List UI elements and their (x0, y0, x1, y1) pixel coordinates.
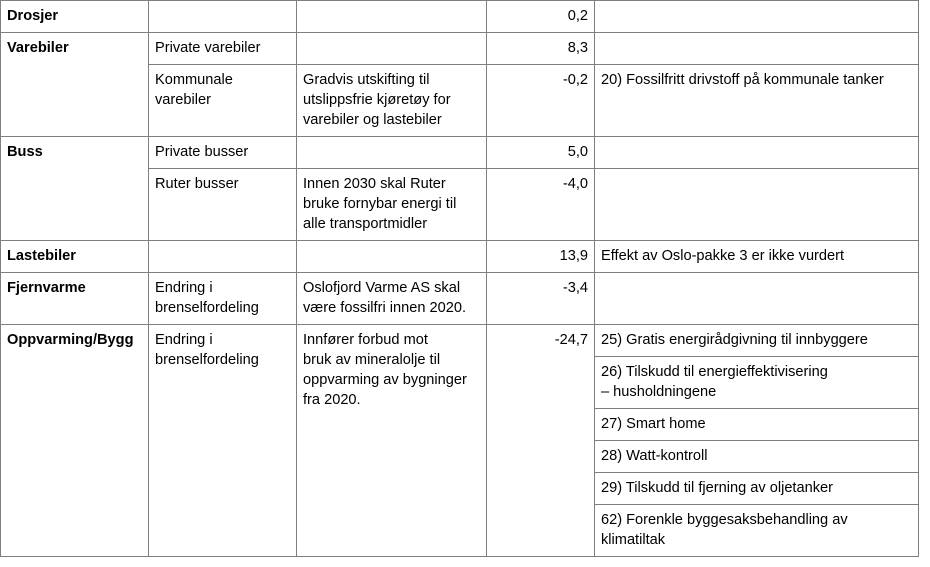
description-cell (297, 1, 487, 33)
description-cell (297, 137, 487, 169)
note-cell (595, 137, 919, 169)
value-cell: 13,9 (487, 241, 595, 273)
note-cell: Effekt av Oslo-pakke 3 er ikke vurdert (595, 241, 919, 273)
table-row (1, 273, 919, 325)
note-cell (595, 169, 919, 241)
table-row (1, 33, 919, 65)
table-row (1, 325, 919, 357)
subcategory-cell: Kommunale varebiler (149, 65, 297, 137)
note-cell: 29) Tilskudd til fjerning av oljetanker (595, 473, 919, 505)
description-cell: Oslofjord Varme AS skal være fossilfri innen 2020. (297, 273, 487, 325)
description-cell: Gradvis utskifting til utslippsfrie kjøretøy for varebiler og lastebiler (297, 65, 487, 137)
value-cell: -4,0 (487, 169, 595, 241)
note-cell (595, 273, 919, 325)
note-cell: 26) Tilskudd til energieffektivisering – husholdningene (595, 357, 919, 409)
subcategory-cell (149, 1, 297, 33)
subcategory-cell: Private varebiler (149, 33, 297, 65)
note-cell: 25) Gratis energirådgivning til innbyggere (595, 325, 919, 357)
subcategory-cell: Endring i brenselfordeling (149, 325, 297, 557)
category-cell: Fjernvarme (1, 273, 149, 325)
value-cell: 8,3 (487, 33, 595, 65)
subcategory-cell: Private busser (149, 137, 297, 169)
category-cell: Varebiler (1, 33, 149, 137)
note-cell (595, 1, 919, 33)
table-row (1, 241, 919, 273)
value-cell: 0,2 (487, 1, 595, 33)
description-cell: Innfører forbud mot bruk av mineralolje til oppvarming av bygninger fra 2020. (297, 325, 487, 557)
category-cell: Lastebiler (1, 241, 149, 273)
category-cell: Buss (1, 137, 149, 241)
subcategory-cell (149, 241, 297, 273)
category-cell: Drosjer (1, 1, 149, 33)
description-cell (297, 241, 487, 273)
description-cell (297, 33, 487, 65)
note-cell: 28) Watt-kontroll (595, 441, 919, 473)
table-row (1, 1, 919, 33)
note-cell: 62) Forenkle byggesaksbehandling av klimatiltak (595, 505, 919, 557)
note-cell: 27) Smart home (595, 409, 919, 441)
subcategory-cell: Ruter busser (149, 169, 297, 241)
category-cell: Oppvarming/Bygg (1, 325, 149, 557)
subcategory-cell: Endring i brenselfordeling (149, 273, 297, 325)
description-cell: Innen 2030 skal Ruter bruke fornybar energi til alle transportmidler (297, 169, 487, 241)
value-cell: -0,2 (487, 65, 595, 137)
value-cell: 5,0 (487, 137, 595, 169)
note-cell (595, 33, 919, 65)
table-row (1, 137, 919, 169)
note-cell: 20) Fossilfritt drivstoff på kommunale tanker (595, 65, 919, 137)
value-cell: -24,7 (487, 325, 595, 557)
value-cell: -3,4 (487, 273, 595, 325)
